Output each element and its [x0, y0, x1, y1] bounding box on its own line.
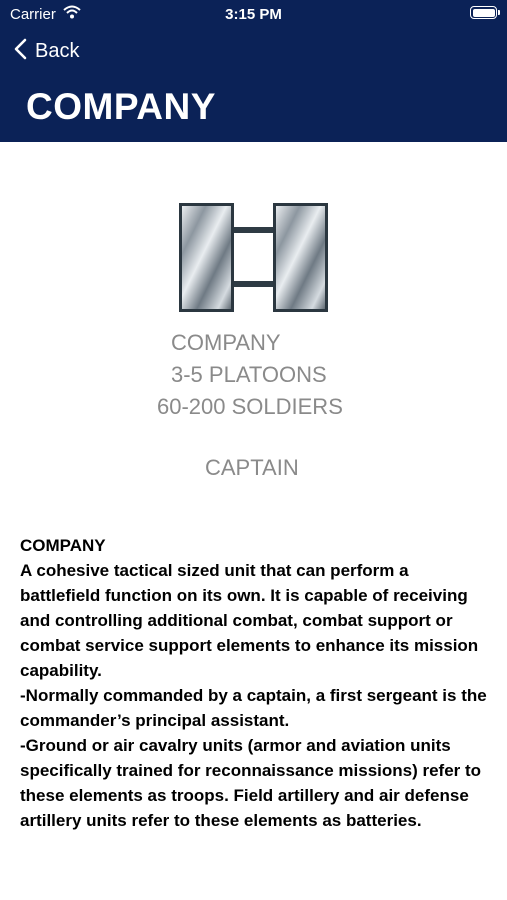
- unit-description: [20, 533, 490, 833]
- status-time: 3:15 PM: [225, 6, 282, 23]
- back-button[interactable]: [14, 38, 79, 65]
- description-paragraph: A cohesive tactical sized unit that can perform a battlefield function on its own. It is capable of receiving and controlling additional combat, combat support or combat service support elements to enhance its mission capability.: [20, 561, 479, 680]
- chevron-left-icon: [14, 38, 27, 65]
- stat-commander-rank: CAPTAIN: [205, 455, 299, 480]
- stat-subunits: 3-5 PLATOONS: [171, 362, 327, 387]
- carrier-label: Carrier: [10, 6, 56, 23]
- back-label: Back: [35, 40, 80, 62]
- status-bar: [0, 0, 507, 28]
- description-heading: COMPANY: [20, 536, 106, 555]
- captain-bars-icon: [179, 203, 328, 312]
- stat-unit: COMPANY: [171, 330, 281, 355]
- battery-icon: [470, 6, 497, 19]
- stat-personnel: 60-200 SOLDIERS: [157, 394, 343, 419]
- navigation-header: [0, 0, 507, 142]
- page-title: COMPANY: [26, 86, 216, 127]
- description-paragraph: -Normally commanded by a captain, a first sergeant is the commander’s principal assistant.: [20, 686, 487, 730]
- description-paragraph: -Ground or air cavalry units (armor and aviation units specifically trained for reconnaissance missions) refer to these elements as troops. Field artillery and air defense artillery units refer to these elements as batteries.: [20, 736, 482, 830]
